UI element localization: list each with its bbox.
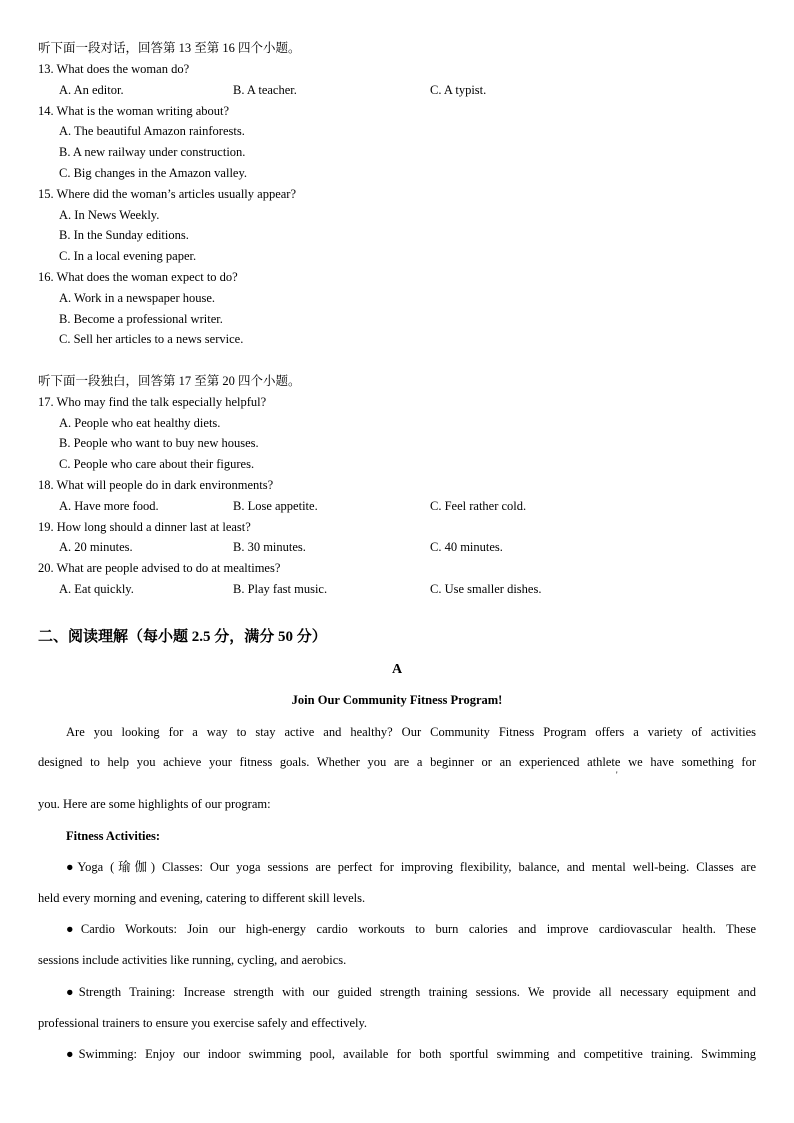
q15-option-a: A. In News Weekly. xyxy=(59,208,160,222)
yoga-line-2: held every morning and evening, catering to different skill levels. xyxy=(38,891,366,905)
q14-option-a: A. The beautiful Amazon rainforests. xyxy=(59,124,245,138)
q18-option-c: C. Feel rather cold. xyxy=(430,499,527,513)
q14-option-b: B. A new railway under construction. xyxy=(59,145,246,159)
q16-option-c: C. Sell her articles to a news service. xyxy=(59,332,244,346)
q19-option-a: A. 20 minutes. xyxy=(59,540,133,554)
section-title: 二、阅读理解（每小题 2.5 分，满分 50 分） xyxy=(38,629,327,645)
q13-option-c: C. A typist. xyxy=(430,83,487,97)
q18-option-b: B. Lose appetite. xyxy=(233,499,318,513)
question-18: 18. What will people do in dark environments? xyxy=(38,478,274,492)
intro-line-3: you. Here are some highlights of our program: xyxy=(38,797,271,811)
question-16: 16. What does the woman expect to do? xyxy=(38,270,238,284)
q19-option-b: B. 30 minutes. xyxy=(233,540,306,554)
intro-line-1: Are you looking for a way to stay active and healthy? Our Community Fitness Program offers a variety of activities xyxy=(66,725,756,739)
intro-stray-mark: ' xyxy=(616,770,618,780)
yoga-line-1: ●Yoga (瑜伽) Classes: Our yoga sessions are perfect for improving flexibility, balance, and mental well-being. Classes are xyxy=(66,860,756,874)
dialogue-intro: 听下面一段对话，回答第 13 至第 16 四个小题。 xyxy=(38,41,301,55)
q20-option-b: B. Play fast music. xyxy=(233,582,328,596)
q19-option-c: C. 40 minutes. xyxy=(430,540,503,554)
q13-option-a: A. An editor. xyxy=(59,83,124,97)
strength-line-2: professional trainers to ensure you exercise safely and effectively. xyxy=(38,1016,368,1030)
q15-option-c: C. In a local evening paper. xyxy=(59,249,197,263)
q17-option-c: C. People who care about their figures. xyxy=(59,457,255,471)
passage-title: Join Our Community Fitness Program! xyxy=(291,693,503,707)
q17-option-b: B. People who want to buy new houses. xyxy=(59,436,259,450)
cardio-line-2: sessions include activities like running, cycling, and aerobics. xyxy=(38,953,347,967)
question-17: 17. Who may find the talk especially helpful? xyxy=(38,395,267,409)
cardio-line-1: ●Cardio Workouts: Join our high-energy cardio workouts to burn calories and improve cardiovascular health. These xyxy=(66,922,756,936)
question-20: 20. What are people advised to do at mealtimes? xyxy=(38,561,281,575)
q20-option-a: A. Eat quickly. xyxy=(59,582,134,596)
intro-line-2: designed to help you achieve your fitness goals. Whether you are a beginner or an experienced athlete we have something for xyxy=(38,755,756,769)
question-15: 15. Where did the woman’s articles usually appear? xyxy=(38,187,297,201)
q15-option-b: B. In the Sunday editions. xyxy=(59,228,189,242)
q17-option-a: A. People who eat healthy diets. xyxy=(59,416,221,430)
monologue-intro: 听下面一段独白，回答第 17 至第 20 四个小题。 xyxy=(38,374,301,388)
strength-line-1: ●Strength Training: Increase strength with our guided strength training sessions. We provide all necessary equipment and xyxy=(66,985,756,999)
activities-heading: Fitness Activities: xyxy=(66,829,161,843)
q18-option-a: A. Have more food. xyxy=(59,499,159,513)
q16-option-a: A. Work in a newspaper house. xyxy=(59,291,216,305)
q20-option-c: C. Use smaller dishes. xyxy=(430,582,542,596)
q13-option-b: B. A teacher. xyxy=(233,83,297,97)
q16-option-b: B. Become a professional writer. xyxy=(59,312,223,326)
question-13: 13. What does the woman do? xyxy=(38,62,190,76)
question-19: 19. How long should a dinner last at least? xyxy=(38,520,251,534)
passage-letter: A xyxy=(391,662,403,677)
q14-option-c: C. Big changes in the Amazon valley. xyxy=(59,166,248,180)
swimming-line-1: ●Swimming: Enjoy our indoor swimming pool, available for both sportful swimming and competitive training. Swimming xyxy=(66,1047,756,1061)
question-14: 14. What is the woman writing about? xyxy=(38,104,230,118)
